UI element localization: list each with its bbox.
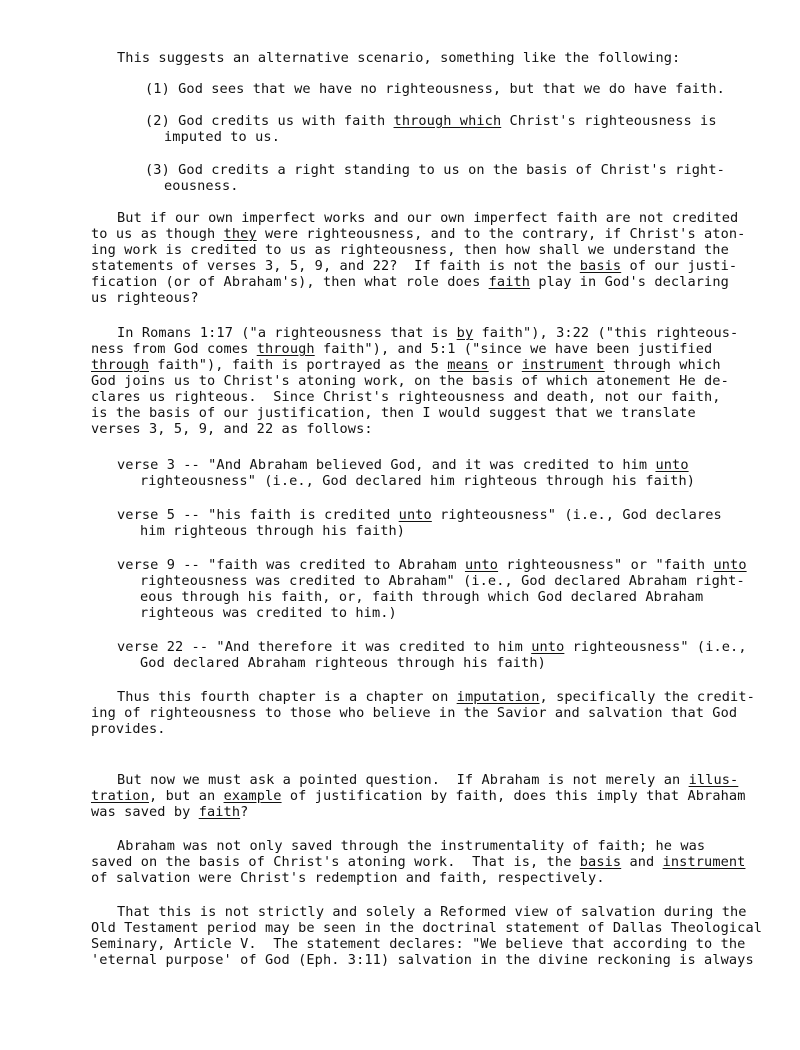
paragraph-line — [91, 226, 745, 242]
text-run: play in God's declaring — [530, 274, 729, 290]
text-run: righteousness" or "faith — [498, 557, 714, 573]
text-run: and — [621, 854, 663, 870]
paragraph-line — [117, 772, 738, 788]
text-run: righteous was credited to him.) — [140, 605, 397, 621]
text-run: or — [488, 357, 522, 373]
paragraph-line — [91, 341, 712, 357]
text-run: saved on the basis of Christ's atoning work. That is, the — [91, 854, 580, 870]
text-run: of salvation were Christ's redemption and faith, respectively. — [91, 870, 605, 886]
underlined-text: instrument — [662, 854, 746, 870]
text-run: fication (or of Abraham's), then what role does — [91, 274, 489, 290]
paragraph-line — [91, 788, 745, 804]
paragraph-line — [91, 920, 762, 936]
paragraph-line — [91, 373, 729, 389]
paragraph-line — [91, 274, 729, 290]
text-run: of justification by faith, does this imply that Abraham — [281, 788, 746, 804]
text-run: verse 9 -- "faith was credited to Abraham — [117, 557, 465, 573]
text-run: (2) God credits us with faith — [145, 113, 394, 129]
text-run: ? — [240, 804, 249, 820]
text-run: were righteousness, and to the contrary, if Christ's aton- — [256, 226, 746, 242]
underlined-text: they — [223, 226, 257, 242]
text-run: through which — [604, 357, 721, 373]
text-run: righteousness" (i.e., — [564, 639, 747, 655]
underlined-text: through — [256, 341, 315, 357]
text-run: In Romans 1:17 ("a righteousness that is — [117, 325, 457, 341]
text-run: provides. — [91, 721, 166, 737]
text-run: eousness. — [164, 178, 239, 194]
paragraph-line — [91, 405, 696, 421]
underlined-text: unto — [398, 507, 432, 523]
paragraph-line — [117, 904, 747, 920]
text-run: But now we must ask a pointed question. If Abraham is not merely an — [117, 772, 689, 788]
text-run: clares us righteous. Since Christ's righteousness and death, not our faith, — [91, 389, 721, 405]
text-run: was saved by — [91, 804, 199, 820]
paragraph-line — [91, 952, 754, 968]
verse-line — [117, 507, 722, 523]
verse-line — [117, 639, 747, 655]
text-run: 'eternal purpose' of God (Eph. 3:11) salvation in the divine reckoning is always — [91, 952, 754, 968]
text-run: righteousness was credited to Abraham" (i.e., God declared Abraham right- — [140, 573, 745, 589]
text-run: (1) God sees that we have no righteousness, but that we do have faith. — [145, 81, 725, 97]
text-run: righteousness" (i.e., God declared him righteous through his faith) — [140, 473, 696, 489]
underlined-text: basis — [579, 258, 622, 274]
paragraph-line — [91, 242, 729, 258]
scenario-line — [145, 81, 725, 97]
paragraph-line — [91, 290, 199, 306]
underlined-text: faith — [198, 804, 241, 820]
text-run: God joins us to Christ's atoning work, on the basis of which atonement He de- — [91, 373, 729, 389]
underlined-text: illus- — [688, 772, 739, 788]
text-run: ing of righteousness to those who believe in the Savior and salvation that God — [91, 705, 738, 721]
underlined-text: faith — [488, 274, 531, 290]
scenario-line — [164, 129, 280, 145]
paragraph-line — [91, 258, 737, 274]
underlined-text: tration — [91, 788, 149, 804]
paragraph-line — [91, 357, 721, 373]
text-run: us righteous? — [91, 290, 199, 306]
paragraph-line — [117, 210, 738, 226]
paragraph-line — [91, 421, 373, 437]
text-run: That this is not strictly and solely a Reformed view of salvation during the — [117, 904, 747, 920]
verse-line — [140, 655, 546, 671]
underlined-text: unto — [713, 557, 747, 573]
underlined-text: imputation — [456, 689, 540, 705]
text-run: faith"), 3:22 ("this righteous- — [473, 325, 739, 341]
scenario-line — [164, 178, 239, 194]
text-run: statements of verses 3, 5, 9, and 22? If faith is not the — [91, 258, 580, 274]
text-run: is the basis of our justification, then I would suggest that we translate — [91, 405, 696, 421]
text-run: (3) God credits a right standing to us on the basis of Christ's right- — [145, 162, 725, 178]
underlined-text: by — [456, 325, 474, 341]
underlined-text: instrument — [521, 357, 605, 373]
underlined-text: example — [223, 788, 282, 804]
underlined-text: unto — [531, 639, 565, 655]
text-run: , specifically the credit- — [539, 689, 755, 705]
paragraph-line — [91, 705, 737, 721]
verse-line — [117, 557, 747, 573]
text-run: verse 22 -- "And therefore it was credited to him — [117, 639, 532, 655]
text-run: verse 5 -- "his faith is credited — [117, 507, 399, 523]
text-run: Christ's righteousness is — [501, 113, 717, 129]
text-run: ness from God comes — [91, 341, 257, 357]
paragraph-line — [117, 689, 755, 705]
underlined-text: means — [447, 357, 489, 373]
text-run: Thus this fourth chapter is a chapter on — [117, 689, 457, 705]
text-run: imputed to us. — [164, 129, 280, 145]
paragraph-line — [91, 870, 605, 886]
paragraph-line — [91, 804, 248, 820]
text-run: to us as though — [91, 226, 224, 242]
underlined-text: through — [91, 357, 149, 373]
underlined-text: through which — [393, 113, 502, 129]
verse-line — [140, 605, 397, 621]
intro-line: This suggests an alternative scenario, something like the following: — [117, 50, 681, 66]
text-run: faith"), and 5:1 ("since we have been justified — [314, 341, 713, 357]
paragraph-line — [117, 325, 738, 341]
text-run: , but an — [149, 788, 224, 804]
text-run: Seminary, Article V. The statement declares: "We believe that according to the — [91, 936, 746, 952]
text-run: righteousness" (i.e., God declares — [431, 507, 722, 523]
paragraph-line — [91, 854, 745, 870]
text-run: verses 3, 5, 9, and 22 as follows: — [91, 421, 373, 437]
text-run: of our justi- — [621, 258, 738, 274]
text-run: him righteous through his faith) — [140, 523, 406, 539]
text-run: Abraham was not only saved through the instrumentality of faith; he was — [117, 838, 706, 854]
scenario-line — [145, 162, 725, 178]
underlined-text: basis — [579, 854, 622, 870]
verse-line — [140, 523, 405, 539]
underlined-text: unto — [655, 457, 689, 473]
verse-line — [140, 589, 703, 605]
underlined-text: unto — [464, 557, 499, 573]
paragraph-line — [91, 389, 721, 405]
text-run: verse 3 -- "And Abraham believed God, and it was credited to him — [117, 457, 656, 473]
text-run: Old Testament period may be seen in the doctrinal statement of Dallas Theological — [91, 920, 763, 936]
verse-line — [140, 473, 695, 489]
paragraph-line — [117, 838, 705, 854]
text-run: eous through his faith, or, faith through which God declared Abraham — [140, 589, 704, 605]
verse-line — [140, 573, 745, 589]
verse-line — [117, 457, 689, 473]
text-run: But if our own imperfect works and our own imperfect faith are not credited — [117, 210, 739, 226]
text-run: ing work is credited to us as righteousness, then how shall we understand the — [91, 242, 729, 258]
text-run: faith"), faith is portrayed as the — [149, 357, 448, 373]
text-run: God declared Abraham righteous through his faith) — [140, 655, 546, 671]
scenario-line — [145, 113, 717, 129]
paragraph-line — [91, 721, 166, 737]
paragraph-line — [91, 936, 745, 952]
